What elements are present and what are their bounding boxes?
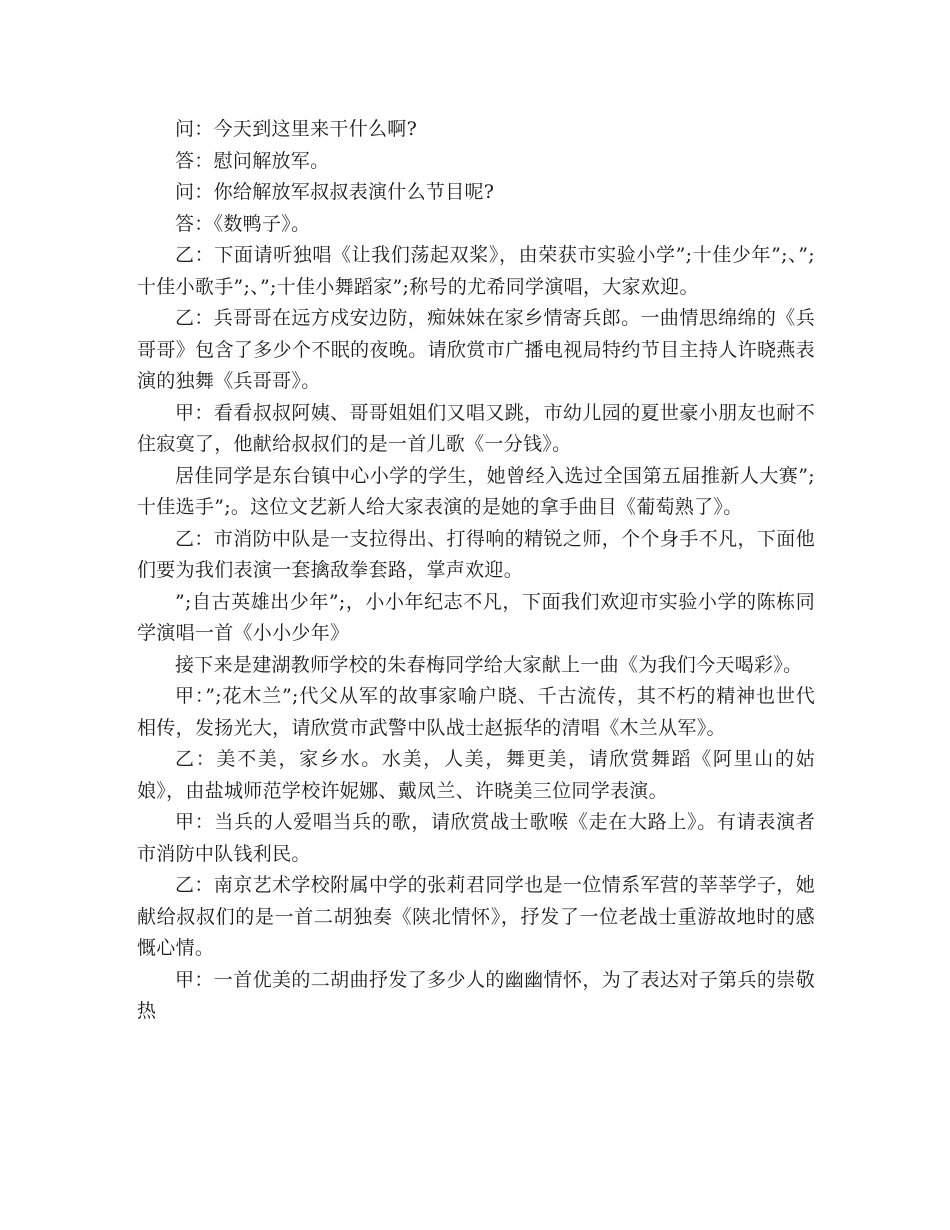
paragraph: 答：慰问解放军。 (175, 149, 330, 172)
paragraph: 接下来是建湖教师学校的朱春梅同学给大家献上一曲《为我们今天喝彩》。 (175, 653, 803, 676)
paragraph: 问：你给解放军叔叔表演什么节目呢? (175, 181, 495, 203)
paragraph: 甲：当兵的人爱唱当兵的歌，请欣赏战士歌喉《走在大路上》。有请表演者市消防中队钱利民。 (137, 811, 815, 865)
paragraph: 乙：南京艺术学校附属中学的张莉君同学也是一位情系军营的莘莘学子，她献给叔叔们的是一首二胡独奏《陕北情怀》，抒发了一位老战士重游故地时的感慨心情。 (137, 874, 815, 959)
paragraph: 甲：”;花木兰”;代父从军的故事家喻户晓、千古流传，其不朽的精神也世代相传，发扬光大，请欣赏市武警中队战士赵振华的清唱《木兰从军》。 (137, 685, 815, 739)
paragraph: ”;自古英雄出少年”;，小小年纪志不凡，下面我们欢迎市实验小学的陈栋同学演唱一首《小小少年》 (137, 590, 815, 644)
paragraph: 乙：下面请听独唱《让我们荡起双桨》，由荣获市实验小学”;十佳少年”;、”;十佳小歌手”;、”;十佳小舞蹈家”;称号的尤希同学演唱，大家欢迎。 (137, 244, 815, 298)
paragraph: 乙：兵哥哥在远方戍安边防，痴妹妹在家乡情寄兵郎。一曲情思绵绵的《兵哥哥》包含了多少个不眠的夜晚。请欣赏市广播电视局特约节目主持人许晓燕表演的独舞《兵哥哥》。 (137, 307, 815, 392)
paragraph: 答：《数鸭子》。 (175, 212, 311, 235)
document-body (137, 114, 815, 1028)
paragraph: 问：今天到这里来干什么啊? (175, 118, 418, 140)
paragraph: 居佳同学是东台镇中心小学的学生，她曾经入选过全国第五届推新人大赛”;十佳选手”;。这位文艺新人给大家表演的是她的拿手曲目《葡萄熟了》。 (137, 464, 815, 518)
paragraph: 甲：一首优美的二胡曲抒发了多少人的幽幽情怀，为了表达对子第兵的崇敬热 (137, 968, 815, 1022)
paragraph: 乙：美不美，家乡水。水美，人美，舞更美，请欣赏舞蹈《阿里山的姑娘》，由盐城师范学校许妮娜、戴凤兰、许晓美三位同学表演。 (137, 748, 815, 802)
paragraph: 甲：看看叔叔阿姨、哥哥姐姐们又唱又跳，市幼儿园的夏世豪小朋友也耐不住寂寞了，他献给叔叔们的是一首儿歌《一分钱》。 (137, 401, 815, 455)
paragraph: 乙：市消防中队是一支拉得出、打得响的精锐之师，个个身手不凡，下面他们要为我们表演一套擒敌拳套路，掌声欢迎。 (137, 527, 815, 581)
